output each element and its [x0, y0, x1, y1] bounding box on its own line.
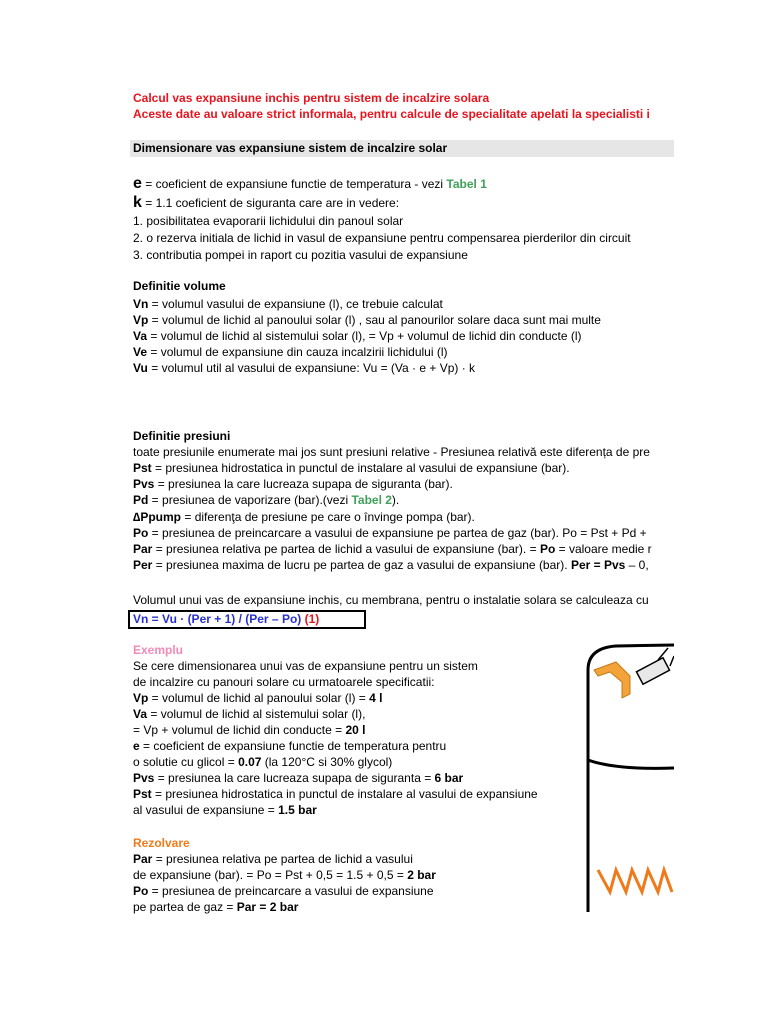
- list-item: 3. contributia pompei in raport cu pozitia vasului de expansiune: [133, 248, 468, 262]
- rezolvare-po: Po = presiunea de preincarcare a vasului de expansiune: [133, 884, 434, 898]
- formula-intro: Volumul unui vas de expansiune inchis, cu membrana, pentru o instalatie solara se calculeaza cu: [133, 593, 649, 607]
- disclaimer: Aceste date au valoare strict informala, pentru calcule de specialitate apelati la specialisti i: [133, 107, 650, 121]
- exemplu-vp: Vp = volumul de lichid al panoului solar (l) = 4 l: [133, 691, 383, 705]
- exemplu-pst: Pst = presiunea hidrostatica in punctul de instalare al vasului de expansiune: [133, 787, 538, 801]
- exemplu-va: Va = volumul de lichid al sistemului solar (l),: [133, 707, 366, 721]
- k-symbol: k: [133, 195, 142, 211]
- formula: Vn = Vu · (Per + 1) / (Per – Po) (1): [133, 612, 320, 626]
- volume-row-vn: Vn = volumul vasului de expansiune (l), ce trebuie calculat: [133, 297, 443, 311]
- exemplu-pst-value: al vasului de expansiune = 1.5 bar: [133, 803, 317, 817]
- page-title: Calcul vas expansiune inchis pentru sistem de incalzire solara: [133, 91, 490, 105]
- pressure-row-par: Par = presiunea relativa pe partea de lichid a vasului de expansiune (bar). = Po = valoare medie r: [133, 542, 652, 556]
- volume-row-vp: Vp = volumul de lichid al panoului solar (l) , sau al panourilor solare daca sunt mai multe: [133, 313, 601, 327]
- list-item: 2. o rezerva initiala de lichid in vasul de expansiune pentru compensarea pierderilor din circuit: [133, 231, 631, 245]
- e-symbol: e: [133, 176, 142, 192]
- exemplu-e-value: o solutie cu glicol = 0.07 (la 120°C si 30% glycol): [133, 755, 393, 769]
- e-definition: e = coeficient de expansiune functie de temperatura - vezi Tabel 1: [133, 176, 487, 192]
- exemplu-pvs: Pvs = presiunea la care lucreaza supapa de siguranta = 6 bar: [133, 771, 464, 785]
- section-heading-volume: Definitie volume: [133, 279, 226, 293]
- volume-row-va: Va = volumul de lichid al sistemului solar (l), = Vp + volumul de lichid din conducte (l): [133, 329, 582, 343]
- volume-row-vu: Vu = volumul util al vasului de expansiune: Vu = (Va · e + Vp) · k: [133, 361, 476, 375]
- pressure-row-pvs: Pvs = presiunea la care lucreaza supapa de siguranta (bar).: [133, 477, 453, 491]
- pressure-row-po: Po = presiunea de preincarcare a vasului de expansiune pe partea de gaz (bar). Po = Pst + Pd +: [133, 526, 647, 540]
- pressure-row-ppump: ∆Ppump = diferenţa de presiune pe care o învinge pompa (bar).: [133, 510, 475, 524]
- list-item: 1. posibilitatea evaporarii lichidului din panoul solar: [133, 214, 404, 228]
- pressure-row-pst: Pst = presiunea hidrostatica in punctul de instalare al vasului de expansiune (bar).: [133, 461, 570, 475]
- tabel-2-link[interactable]: Tabel 2: [351, 493, 392, 507]
- rezolvare-par-value: de expansiune (bar). = Po = Pst + 0,5 = 1.5 + 0,5 = 2 bar: [133, 868, 436, 882]
- pressure-row-pd: Pd = presiunea de vaporizare (bar).(vezi Tabel 2).: [133, 493, 400, 507]
- section-heading-dimensionare: Dimensionare vas expansiune sistem de incalzire solar: [133, 141, 448, 155]
- exemplu-heading: Exemplu: [133, 643, 184, 657]
- exemplu-line: de incalzire cu panouri solare cu urmatoarele specificatii:: [133, 675, 435, 689]
- section-heading-presiuni: Definitie presiuni: [133, 429, 231, 443]
- rezolvare-par: Par = presiunea relativa pe partea de lichid a vasului: [133, 852, 413, 866]
- pressure-row-per: Per = presiunea maxima de lucru pe partea de gaz a vasului de expansiune (bar). Per = Pvs – 0,: [133, 558, 649, 572]
- volume-row-ve: Ve = volumul de expansiune din cauza incalzirii lichidului (l): [133, 345, 448, 359]
- rezolvare-heading: Rezolvare: [133, 836, 190, 850]
- presiuni-intro: toate presiunile enumerate mai jos sunt presiuni relative - Presiunea relativă este diferența de pre: [133, 445, 650, 459]
- exemplu-va-value: = Vp + volumul de lichid din conducte = 20 l: [133, 723, 366, 737]
- tabel-1-link[interactable]: Tabel 1: [446, 177, 487, 191]
- k-definition: k = 1.1 coeficient de siguranta care are in vedere:: [133, 195, 400, 211]
- exemplu-line: Se cere dimensionarea unui vas de expansiune pentru un sistem: [133, 659, 478, 673]
- rezolvare-po-value: pe partea de gaz = Par = 2 bar: [133, 900, 299, 914]
- solar-system-schematic-icon: [586, 642, 674, 912]
- exemplu-e: e = coeficient de expansiune functie de temperatura pentru: [133, 739, 447, 753]
